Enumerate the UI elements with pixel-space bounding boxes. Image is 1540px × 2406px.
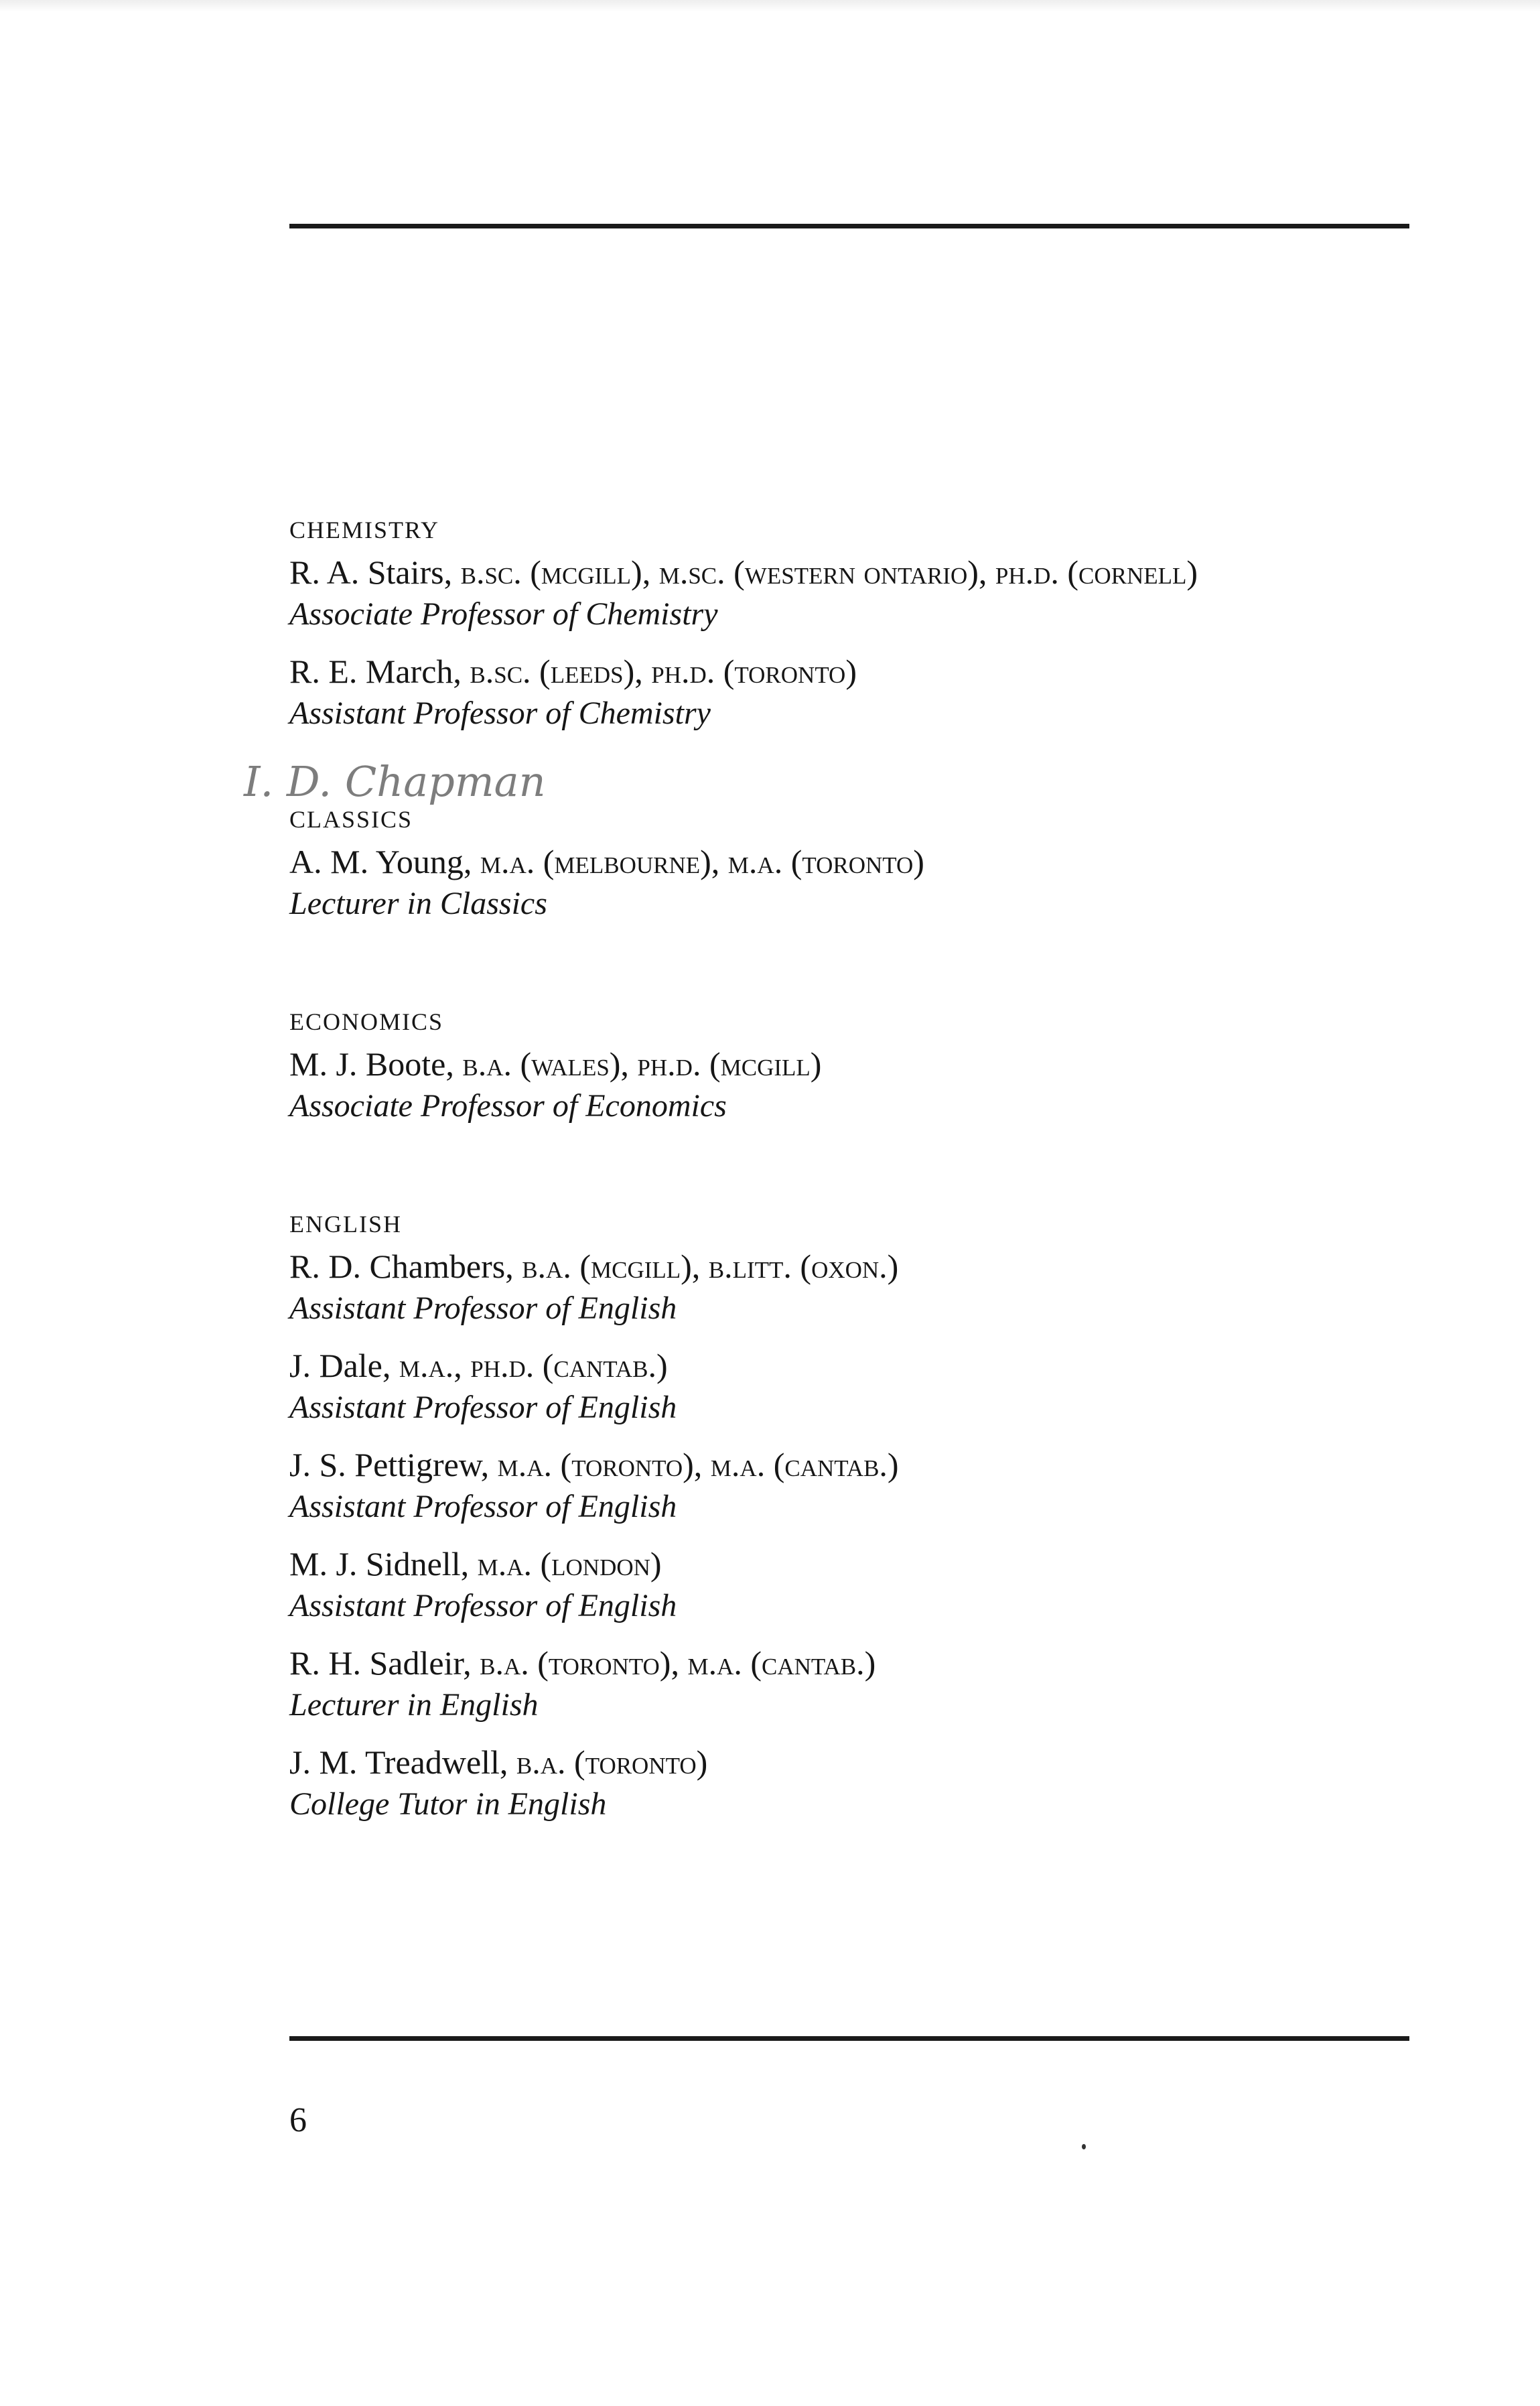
faculty-entry [289,1343,1428,1428]
section-heading: ECONOMICS [289,1008,444,1035]
faculty-entry [289,1740,1428,1824]
faculty-name-line [289,840,1428,884]
faculty-name-line [289,1641,1428,1685]
faculty-qualifications: b.sc. (leeds), ph.d. (toronto) [470,653,857,690]
faculty-name-line [289,1443,1428,1487]
faculty-name-line [289,1343,1428,1388]
faculty-title: College Tutor in English [289,1786,607,1822]
bottom-rule [289,2036,1409,2041]
faculty-name: M. J. Sidnell, [289,1545,470,1583]
section-chemistry [289,513,1428,734]
faculty-name: J. Dale, [289,1347,391,1384]
faculty-title: Associate Professor of Chemistry [289,596,718,632]
paper-speck [1082,2144,1086,2149]
faculty-name: R. E. March, [289,653,462,690]
section-economics [289,1004,1428,1126]
faculty-entry [289,550,1428,634]
section-classics [289,802,1428,924]
faculty-name: R. A. Stairs, [289,553,453,591]
faculty-name-line [289,1740,1428,1784]
faculty-name-line [289,550,1428,594]
faculty-name: A. M. Young, [289,843,472,880]
faculty-name: R. D. Chambers, [289,1248,514,1285]
faculty-name: J. S. Pettigrew, [289,1446,490,1483]
section-heading: ENGLISH [289,1211,402,1238]
section-heading: CHEMISTRY [289,517,440,543]
faculty-qualifications: b.a. (toronto) [516,1743,708,1781]
faculty-title: Assistant Professor of English [289,1489,677,1524]
faculty-title: Associate Professor of Economics [289,1088,727,1124]
faculty-name-line [289,1042,1428,1086]
faculty-qualifications: b.a. (mcgill), b.litt. (oxon.) [522,1248,899,1285]
faculty-entry [289,1443,1428,1527]
faculty-qualifications: b.a. (wales), ph.d. (mcgill) [462,1045,822,1083]
faculty-entry [289,1244,1428,1329]
faculty-title: Lecturer in Classics [289,886,547,921]
section-heading: CLASSICS [289,806,413,833]
faculty-title: Assistant Professor of English [289,1390,677,1425]
faculty-entry [289,1542,1428,1626]
faculty-entry [289,1641,1428,1725]
section-english [289,1207,1428,1824]
page-edge-shadow [0,0,1540,12]
faculty-qualifications: m.a. (toronto), m.a. (cantab.) [497,1446,899,1483]
faculty-title: Assistant Professor of English [289,1290,677,1326]
handwritten-annotation [241,752,589,812]
faculty-qualifications: m.a. (melbourne), m.a. (toronto) [480,843,924,880]
faculty-qualifications: m.a. (london) [477,1545,662,1583]
faculty-title: Lecturer in English [289,1687,539,1723]
top-rule [289,224,1409,228]
faculty-name: R. H. Sadleir, [289,1644,472,1682]
faculty-list [289,513,1428,1851]
faculty-qualifications: b.sc. (mcgill), m.sc. (western ontario), ph.d. (cornell) [460,553,1198,591]
handwritten-note: I. D. Chapman [244,757,546,806]
faculty-entry [289,1042,1428,1126]
faculty-name: J. M. Treadwell, [289,1743,508,1781]
page-number: 6 [289,2101,307,2139]
faculty-name-line [289,649,1428,693]
faculty-name-line [289,1542,1428,1586]
faculty-name-line [289,1244,1428,1288]
faculty-qualifications: b.a. (toronto), m.a. (cantab.) [480,1644,876,1682]
faculty-name: M. J. Boote, [289,1045,454,1083]
faculty-entry [289,840,1428,924]
faculty-qualifications: m.a., ph.d. (cantab.) [399,1347,668,1384]
faculty-title: Assistant Professor of English [289,1588,677,1623]
faculty-title: Assistant Professor of Chemistry [289,695,711,731]
faculty-entry [289,649,1428,734]
